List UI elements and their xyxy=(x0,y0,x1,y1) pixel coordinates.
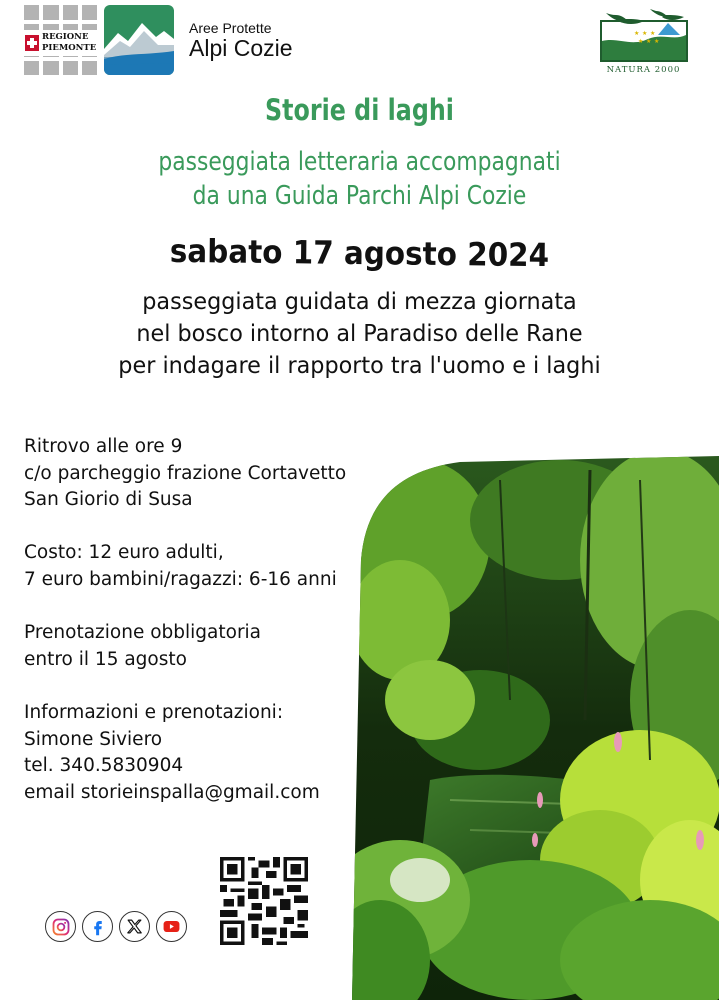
facebook-icon[interactable] xyxy=(82,911,113,942)
qr-code[interactable] xyxy=(220,857,308,945)
svg-text:★: ★ xyxy=(650,30,656,37)
x-icon[interactable] xyxy=(119,911,150,942)
youtube-icon[interactable] xyxy=(156,911,187,942)
subtitle-line: da una Guida Parchi Alpi Cozie xyxy=(192,181,527,211)
info-line: c/o parcheggio frazione Cortavetto xyxy=(24,462,347,484)
info-line: 7 euro bambini/ragazzi: 6-16 anni xyxy=(24,568,337,590)
email-address[interactable]: email storieinspalla@gmail.com xyxy=(24,781,320,803)
social-links xyxy=(45,911,187,942)
info-line: entro il 15 agosto xyxy=(24,648,187,670)
contact-info xyxy=(24,700,384,806)
event-date: sabato 17 agosto 2024 xyxy=(169,231,550,275)
info-line: San Giorio di Susa xyxy=(24,489,193,511)
info-line: Costo: 12 euro adulti, xyxy=(24,542,224,564)
info-line: Simone Siviero xyxy=(24,728,163,750)
svg-text:★: ★ xyxy=(638,38,644,45)
event-info xyxy=(24,434,384,806)
natura-2000-logo: ★ ★ ★ ★ ★ ★ NATURA 2000 xyxy=(598,5,689,75)
phone-number[interactable]: tel. 340.5830904 xyxy=(24,755,184,777)
meeting-info xyxy=(24,434,384,514)
description-line: nel bosco intorno al Paradiso delle Rane xyxy=(136,321,583,347)
svg-text:★: ★ xyxy=(642,30,648,37)
subtitle-line: passeggiata letteraria accompagnati xyxy=(158,147,561,177)
regione-piemonte-logo: REGIONE PIEMONTE xyxy=(24,5,97,75)
info-line: Informazioni e prenotazioni: xyxy=(24,701,284,723)
booking-info xyxy=(24,620,384,673)
svg-text:★: ★ xyxy=(646,38,652,45)
info-line: Ritrovo alle ore 9 xyxy=(24,436,183,457)
svg-text:★: ★ xyxy=(654,38,660,45)
description-line: per indagare il rapporto tra l'uomo e i laghi xyxy=(118,353,601,379)
description-line: passeggiata guidata di mezza giornata xyxy=(142,289,577,315)
svg-text:★: ★ xyxy=(634,30,640,37)
info-line: Prenotazione obbligatoria xyxy=(24,622,262,644)
event-title: Storie di laghi xyxy=(265,93,454,127)
cost-info xyxy=(24,540,384,593)
instagram-icon[interactable] xyxy=(45,911,76,942)
park-brand-name: Aree Protette Alpi Cozie xyxy=(189,20,293,61)
